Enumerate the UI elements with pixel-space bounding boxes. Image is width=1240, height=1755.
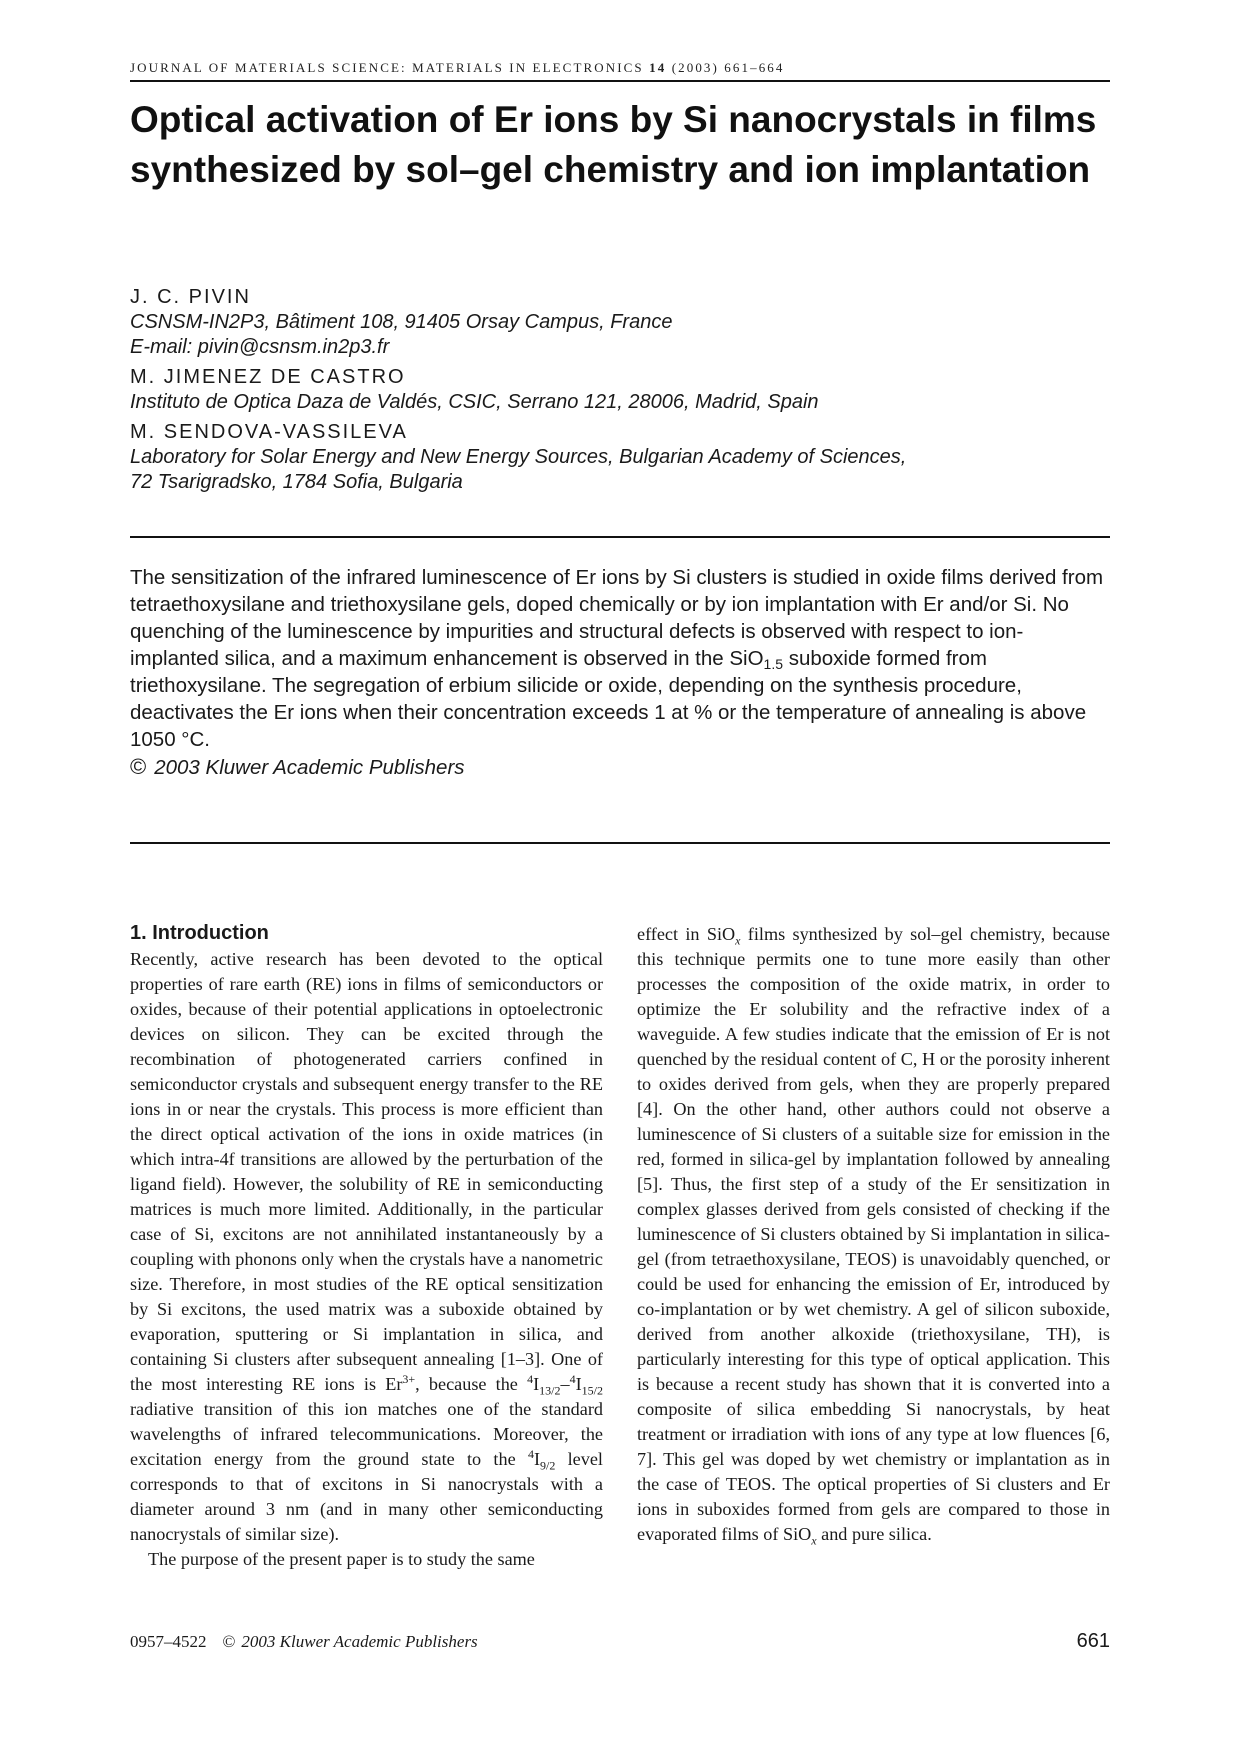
text-run: and pure silica. (816, 1524, 932, 1544)
author-affiliation: CSNSM-IN2P3, Bâtiment 108, 91405 Orsay Campus, France (130, 311, 673, 333)
section-heading: 1. Introduction (130, 922, 269, 944)
journal-volume: 14 (649, 60, 667, 75)
copyright-icon: © (222, 1632, 236, 1651)
subscript: x (735, 933, 741, 948)
footer-publisher: 2003 Kluwer Academic Publishers (241, 1632, 478, 1651)
text-run: – (560, 1374, 570, 1394)
intro-paragraph-1 (130, 947, 603, 1547)
page-number: 661 (1076, 1630, 1110, 1652)
abstract-text (130, 564, 1110, 753)
page-footer (130, 1632, 1110, 1658)
right-column (637, 922, 1110, 1547)
text-run: radiative transition of this ion matches one of the standard wavelengths of infrared telecommunications. Moreover, the excitation energy from the ground state to the (130, 1399, 603, 1469)
author-block (130, 419, 1110, 495)
author-email: E-mail: pivin@csnsm.in2p3.fr (130, 336, 390, 358)
running-head (130, 60, 1110, 76)
abstract (130, 564, 1110, 781)
text-run: level corresponds to that of excitons in Si nanocrystals with a diameter around 3 nm (and in many other semiconducting nanocrystals of similar size). (130, 1449, 603, 1544)
author-block (130, 364, 1110, 415)
journal-name: JOURNAL OF MATERIALS SCIENCE: MATERIALS IN ELECTRONICS (130, 60, 644, 75)
superscript: 3+ (402, 1371, 416, 1386)
abstract-top-rule (130, 536, 1110, 538)
author-affiliation: Instituto de Optica Daza de Valdés, CSIC, Serrano 121, 28006, Madrid, Spain (130, 391, 819, 413)
author-name: J. C. PIVIN (130, 286, 251, 308)
subscript: 13/2 (539, 1383, 561, 1398)
footer-left (130, 1632, 478, 1652)
text-run: films synthesized by sol–gel chemistry, because this technique permits one to tune more easily than other processes the composition of the oxide matrix, in order to optimize the Er solubility and the refractive index of a waveguide. A few studies indicate that the emission of Er is not quenched by the residual content of C, H or the porosity inherent to oxides derived from gels, when they are properly prepared [4]. On the other hand, other authors could not observe a luminescence of Si clusters of a suitable size for emission in the red, formed in silica-gel by implantation followed by annealing [5]. Thus, the first step of a study of the Er sensitization in complex glasses derived from gels consisted of checking if the luminescence of Si clusters obtained by Si implantation in silica-gel (from tetraethoxysilane, TEOS) is unavoidably quenched, or could be used for enhancing the emission of Er, introduced by co-implantation or by wet chemistry. A gel of silicon suboxide, derived from another alkoxide (triethoxysilane, TH), is particularly interesting for this type of optical application. This is because a recent study has shown that it is converted into a composite of silica embedding Si nanocrystals, by heat treatment or irradiation with ions of any type at low fluences [6, 7]. This gel was doped by wet chemistry or implantation as in the case of TEOS. The optical properties of Si clusters and Er ions in suboxides formed from gels are compared to those in evaporated films of SiO (637, 924, 1111, 1544)
subscript: 15/2 (581, 1383, 603, 1398)
text-run: I (533, 1374, 540, 1394)
author-name: M. JIMENEZ DE CASTRO (130, 366, 406, 388)
author-affiliation-line2: 72 Tsarigradsko, 1784 Sofia, Bulgaria (130, 471, 463, 493)
abstract-part2: suboxide formed from triethoxysilane. The segregation of erbium silicide or oxide, depending on the synthesis procedure, deactivates the Er ions when their concentration exceeds 1 at % or the temperature of annealing is above 1050 °C. (130, 647, 1087, 751)
abstract-copyright (130, 753, 1110, 781)
abstract-part1: The sensitization of the infrared luminescence of Er ions by Si clusters is studied in oxide films derived from tetraethoxysilane and triethoxysilane gels, doped chemically or by ion implantation with Er and/or Si. No quenching of the luminescence by impurities and structural defects is observed with respect to ion-implanted silica, and a maximum enhancement is observed in the SiO (130, 566, 1104, 670)
author-list (130, 284, 1110, 499)
text-run: I (533, 1449, 540, 1469)
paper-title: Optical activation of Er ions by Si nanocrystals in films synthesized by sol–gel chemistry and ion implantation (130, 99, 1097, 190)
author-block (130, 284, 1110, 360)
author-name: M. SENDOVA-VASSILEVA (130, 421, 408, 443)
abstract-subscript: 1.5 (763, 656, 784, 672)
left-column (130, 920, 603, 1572)
text-run: Recently, active research has been devoted to the optical properties of rare earth (RE) ions in films of semiconductors or oxides, because of their potential applications in optoelectronic devices on silicon. They can be excited through the recombination of photogenerated carriers confined in semiconductor crystals and subsequent energy transfer to the RE ions in or near the crystals. This process is more efficient than the direct optical activation of the ions in oxide matrices (in which intra-4f transitions are allowed by the perturbation of the ligand field). However, the solubility of RE in semiconducting matrices is much more limited. Additionally, in the particular case of Si, excitons are not annihilated instantaneously by a coupling with phonons only when the crystals have a nanometric size. Therefore, in most studies of the RE optical sensitization by Si excitons, the used matrix was a suboxide obtained by evaporation, sputtering or Si implantation in silica, and containing Si clusters after subsequent annealing [1–3]. One of the most interesting RE ions is Er (130, 949, 603, 1394)
superscript: 4 (527, 1446, 534, 1461)
subscript: 9/2 (540, 1458, 556, 1473)
text-run: , because the (415, 1374, 528, 1394)
copyright-icon: © (130, 754, 147, 779)
abstract-copyright-text: 2003 Kluwer Academic Publishers (154, 756, 465, 779)
intro-paragraph-2: The purpose of the present paper is to study the same (148, 1549, 535, 1569)
superscript: 4 (527, 1371, 534, 1386)
top-rule (130, 80, 1110, 82)
text-run: effect in SiO (637, 924, 736, 944)
author-affiliation: Laboratory for Solar Energy and New Energy Sources, Bulgarian Academy of Sciences, (130, 446, 907, 468)
text-run: I (575, 1374, 582, 1394)
subscript: x (811, 1533, 817, 1548)
footer-issn: 0957–4522 (130, 1632, 207, 1651)
superscript: 4 (569, 1371, 576, 1386)
journal-year-pages: (2003) 661–664 (671, 60, 785, 75)
intro-paragraph-2-continued (637, 922, 1110, 1547)
abstract-bottom-rule (130, 842, 1110, 844)
